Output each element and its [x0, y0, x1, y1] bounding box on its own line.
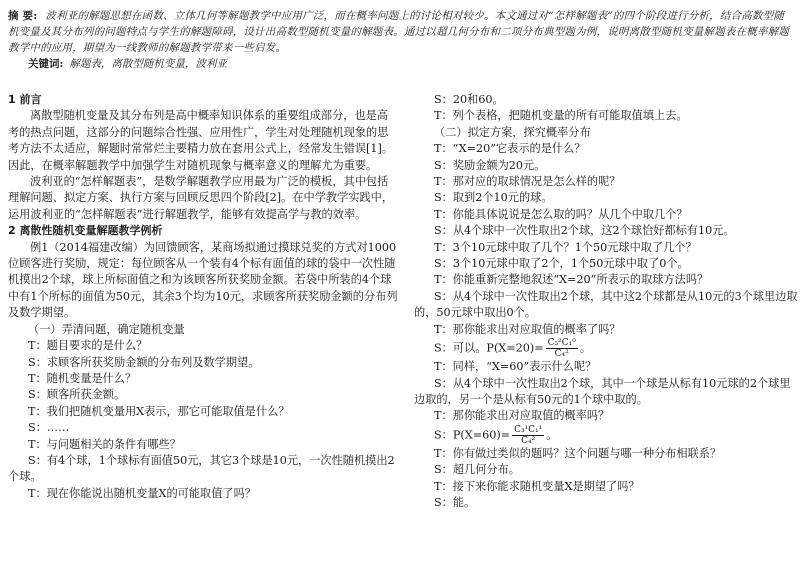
abstract	[8, 8, 794, 56]
dialog-line: S：3个10元球中取了2个，1个50元球中取了0个。	[434, 257, 689, 271]
formula-suffix: 。	[579, 341, 592, 355]
formula-prefix: S：可以。P(X=20)=	[434, 341, 544, 355]
dialog-line: T：你有做过类似的题吗？这个问题与哪一种分布相联系？	[434, 446, 722, 460]
fraction-denominator: C₄²	[554, 349, 569, 360]
dialog-line: S：从4个球中一次性取出2个球，这2个球恰好都标有10元。	[434, 224, 735, 238]
dialog-line: T：题目要求的是什么？	[28, 339, 148, 353]
section-heading-examples: 2 离散性随机变量解题教学例析	[8, 224, 163, 238]
abstract-label: 摘 要:	[8, 10, 38, 22]
formula-line	[414, 338, 798, 359]
dialog-line: S：20和60。	[434, 93, 504, 106]
dialog-line: T：接下来你能求随机变量X是期望了吗？	[434, 479, 640, 493]
dialog-line: S：从4个球中一次性取出2个球，其中这2个球都是从10元的3个球里边取的，50元球中取出0个。	[414, 289, 798, 320]
dialog-line: T：现在你能说出随机变量X的可能取值了吗？	[28, 486, 256, 500]
example-problem: 例1（2014福建改编）为回馈顾客，某商场拟通过摸球兑奖的方式对1000位顾客进行奖励，规定：每位顾客从一个装有4个标有面值的球的袋中一次性随机摸出2个球，球上所标面值之和为该顾客所获奖励金额。若袋中所装的4个球中有1个所标的面值为50元，其余3个均为10元，求顾客所获奖励金额的分布列及数学期望。	[8, 240, 398, 320]
section-heading-intro: 1 前言	[8, 93, 42, 106]
formula-prefix: S：P(X=60)=	[434, 428, 511, 442]
fraction-numerator: C₃²C₁⁰	[547, 338, 576, 349]
dialog-line: S：……	[28, 421, 70, 435]
dialog-line: T：同样，“X=60”表示什么呢？	[434, 360, 597, 374]
subsection-heading: （二）拟定方案，探究概率分布	[434, 125, 591, 139]
dialog-line: T：那对应的取球情况是怎么样的呢？	[434, 175, 621, 189]
fraction	[546, 338, 578, 359]
dialog-line: S：超几何分布。	[434, 463, 520, 477]
dialog-line: S：有4个球，1个球标有面值50元，其它3个球是10元，一次性随机摸出2个球。	[8, 453, 395, 484]
keywords-text: 解题表，离散型随机变量，波利亚	[69, 58, 227, 70]
right-column	[414, 92, 798, 511]
dialog-line: S：取到2个10元的球。	[434, 191, 553, 205]
dialog-line: T：那你能求出对应取值的概率吗？	[434, 409, 610, 423]
dialog-line: S：求顾客所获奖励金额的分布列及数学期望。	[28, 355, 260, 369]
dialog-line: T：你能重新完整地叙述“X=20”所表示的取球方法吗？	[434, 273, 709, 287]
paragraph: 波利亚的“怎样解题表”，是数学解题教学应用最为广泛的模板，其中包括理解问题、拟定方案、执行方案与回顾反思四个阶段[2]。在中学教学实践中，运用波利亚的“怎样解题表”进行解题教学，能够有效提高学与教的效率。	[8, 175, 394, 221]
formula-line	[414, 425, 798, 446]
subsection-heading: （一）弄清问题，确定随机变量	[28, 322, 185, 336]
dialog-line: T：与问题相关的条件有哪些？	[28, 437, 181, 451]
dialog-line: T：3个10元球中取了几个？1个50元球中取了几个？	[434, 240, 697, 254]
dialog-line: S：奖励金额为20元。	[434, 158, 546, 172]
dialog-line: T：我们把随机变量用X表示，那它可能取值是什么？	[28, 404, 290, 418]
formula-suffix: 。	[546, 428, 558, 442]
dialog-line: S：顾客所获金额。	[28, 388, 126, 402]
keywords	[28, 56, 227, 71]
dialog-line: T：列个表格，把随机变量的所有可能取值填上去。	[434, 109, 688, 123]
fraction-numerator: C₃¹C₁¹	[514, 424, 543, 435]
dialog-line: T：那你能求出对应取值的概率了吗？	[434, 322, 621, 336]
dialog-line: S：能。	[434, 495, 476, 509]
fraction	[512, 425, 544, 446]
keywords-label: 关键词:	[28, 58, 64, 70]
abstract-text: 波利亚的解题思想在函数、立体几何等解题教学中应用广泛，而在概率问题上的讨论相对较少。本文通过对“怎样解题表”的四个阶段进行分析，结合高数型随机变量及其分布列的问题特点与学生的解题障碍，设计出高数型随机变量的解题表。通过以超几何分布和二项分布典型题为例，说明离散型随机变量解题表在概率解题教学中的应用，期望为一线教师的解题教学带来一些启发。	[8, 10, 790, 54]
left-column	[8, 92, 398, 502]
dialog-line: T：“X=20”它表示的是什么？	[434, 142, 586, 156]
dialog-line: T：随机变量是什么？	[28, 371, 137, 385]
dialog-line: T：你能具体说说是怎么取的吗？从几个中取几个？	[434, 207, 688, 221]
paragraph: 离散型随机变量及其分布列是高中概率知识体系的重要组成部分，也是高考的热点问题，这部分的问题综合性强、应用性广，学生对处理随机现象的思考方法不太适应，解题时常常烂主要精力放在套用公式上，经常发生错误[1]。因此，在概率解题教学中加强学生对随机现象与概率意义的理解尤为重要。	[8, 109, 394, 172]
dialog-line: S：从4个球中一次性取出2个球，其中一个球是从标有10元球的2个球里边取的，另一个是从标有50元的1个球中取的。	[414, 376, 791, 406]
fraction-denominator: C₄²	[521, 435, 536, 446]
